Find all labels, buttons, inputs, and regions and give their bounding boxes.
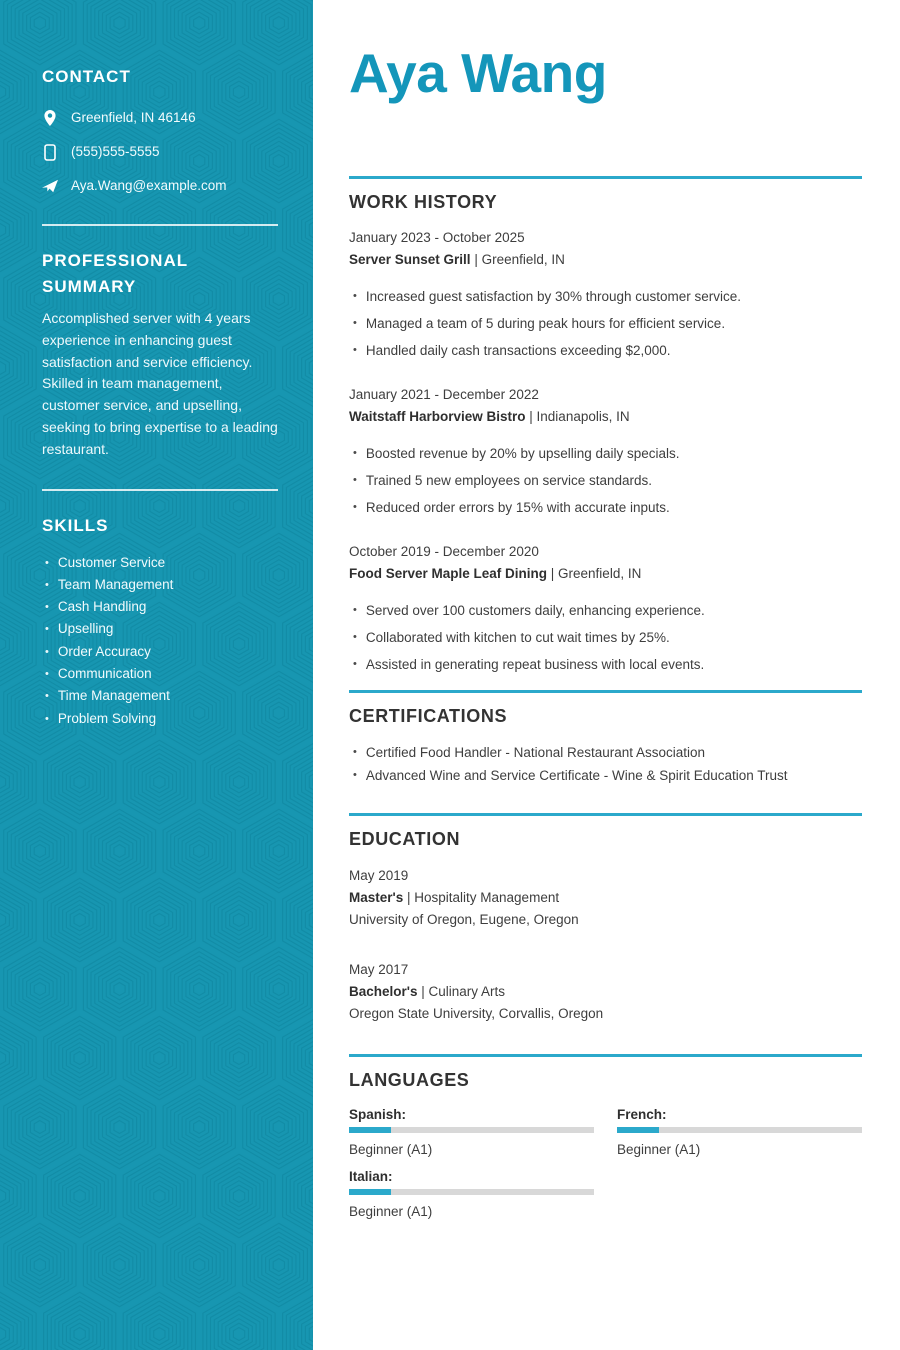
jobs-container — [349, 227, 862, 678]
contact-item — [42, 142, 278, 162]
phone-icon — [42, 144, 58, 161]
contact-text: (555)555-5555 — [71, 144, 160, 159]
summary-text: Accomplished server with 4 years experience in enhancing guest satisfaction and service efficiency. Skilled in team management, customer service, and upselling, seeking to bring expertise to a leading restaurant. — [42, 310, 278, 457]
contact-item — [42, 108, 278, 128]
skill-item: • Upselling — [42, 618, 278, 640]
language-progress-fill — [349, 1127, 391, 1133]
job-title-line — [349, 249, 862, 271]
job-location: | Greenfield, IN — [547, 566, 642, 581]
job-title: Waitstaff Harborview Bistro — [349, 409, 526, 424]
job-dates: October 2019 - December 2020 — [349, 544, 539, 559]
language-name: Spanish: — [349, 1107, 407, 1122]
education-entry — [349, 959, 862, 1025]
job-entry — [349, 541, 862, 678]
education-date: May 2019 — [349, 868, 409, 883]
job-bullet: • Increased guest satisfaction by 30% through customer service. — [349, 283, 862, 310]
education-school: University of Oregon, Eugene, Oregon — [349, 912, 579, 927]
language-level: Beginner (A1) — [617, 1142, 701, 1157]
languages-heading: LANGUAGES — [349, 1070, 470, 1090]
language-name: Italian: — [349, 1169, 393, 1184]
skill-item: • Customer Service — [42, 552, 278, 574]
contact-text: Greenfield, IN 46146 — [71, 110, 196, 125]
language-name: French: — [617, 1107, 667, 1122]
education-degree: Bachelor's — [349, 984, 418, 999]
candidate-name: Aya Wang — [349, 42, 607, 104]
job-dates: January 2021 - December 2022 — [349, 387, 539, 402]
job-bullet: • Reduced order errors by 15% with accurate inputs. — [349, 494, 862, 521]
job-dates: January 2023 - October 2025 — [349, 230, 525, 245]
education-degree-line — [349, 887, 862, 909]
job-bullet: • Handled daily cash transactions exceeding $2,000. — [349, 337, 862, 364]
education-container — [349, 865, 862, 1025]
section-divider — [349, 690, 862, 693]
certifications-heading: CERTIFICATIONS — [349, 706, 508, 726]
language-progress-track — [349, 1127, 594, 1133]
certification-item: • Certified Food Handler - National Restaurant Association — [349, 741, 862, 764]
contact-list — [42, 108, 278, 196]
job-title-line — [349, 563, 862, 585]
contact-text: Aya.Wang@example.com — [71, 178, 227, 193]
contact-item — [42, 176, 278, 196]
language-level: Beginner (A1) — [349, 1204, 433, 1219]
skill-item: • Order Accuracy — [42, 641, 278, 663]
job-location: | Greenfield, IN — [470, 252, 565, 267]
job-bullet: • Trained 5 new employees on service standards. — [349, 467, 862, 494]
sidebar-content — [0, 0, 313, 730]
location-icon — [42, 110, 58, 126]
job-bullet: • Managed a team of 5 during peak hours for efficient service. — [349, 310, 862, 337]
language-progress-fill — [349, 1189, 391, 1195]
education-section — [349, 813, 862, 1025]
education-field: | Culinary Arts — [417, 984, 506, 999]
language-progress-fill — [617, 1127, 659, 1133]
language-progress-track — [617, 1127, 862, 1133]
work-history-section — [349, 176, 862, 678]
job-title-line — [349, 406, 862, 428]
education-entry — [349, 865, 862, 931]
certifications-section — [349, 690, 862, 787]
job-title: Food Server Maple Leaf Dining — [349, 566, 548, 581]
education-field: | Hospitality Management — [403, 890, 560, 905]
job-bullet: • Boosted revenue by 20% by upselling daily specials. — [349, 440, 862, 467]
skill-item: • Problem Solving — [42, 708, 278, 730]
education-school: Oregon State University, Corvallis, Oregon — [349, 1006, 604, 1021]
section-divider — [349, 1054, 862, 1057]
education-degree: Master's — [349, 890, 404, 905]
education-date: May 2017 — [349, 962, 409, 977]
job-bullets — [349, 597, 862, 678]
skill-item: • Cash Handling — [42, 596, 278, 618]
contact-heading: CONTACT — [42, 67, 131, 86]
skills-heading: SKILLS — [42, 515, 109, 535]
sidebar-divider — [42, 224, 278, 226]
languages-grid — [349, 1105, 862, 1221]
certification-item: • Advanced Wine and Service Certificate - Wine & Spirit Education Trust — [349, 764, 862, 787]
job-bullets — [349, 440, 862, 521]
education-heading: EDUCATION — [349, 829, 461, 849]
language-entry — [617, 1105, 862, 1159]
job-bullet: • Served over 100 customers daily, enhancing experience. — [349, 597, 862, 624]
certifications-list — [349, 741, 862, 787]
section-divider — [349, 176, 862, 179]
sidebar — [0, 0, 313, 1350]
language-entry — [349, 1167, 594, 1221]
skills-list — [42, 552, 278, 730]
language-progress-track — [349, 1189, 594, 1195]
job-title: Server Sunset Grill — [349, 252, 471, 267]
job-bullet: • Collaborated with kitchen to cut wait times by 25%. — [349, 624, 862, 651]
education-degree-line — [349, 981, 862, 1003]
job-bullet: • Assisted in generating repeat business with local events. — [349, 651, 862, 678]
job-entry — [349, 384, 862, 521]
skill-item: • Communication — [42, 663, 278, 685]
skill-item: • Team Management — [42, 574, 278, 596]
job-bullets — [349, 283, 862, 364]
language-level: Beginner (A1) — [349, 1142, 433, 1157]
resume-main — [349, 0, 862, 1221]
section-divider — [349, 813, 862, 816]
skill-item: • Time Management — [42, 685, 278, 707]
summary-heading: PROFESSIONAL SUMMARY — [42, 251, 188, 296]
languages-section — [349, 1054, 862, 1221]
sidebar-divider — [42, 489, 278, 491]
job-entry — [349, 227, 862, 364]
send-icon — [42, 179, 58, 193]
work-history-heading: WORK HISTORY — [349, 192, 498, 212]
language-entry — [349, 1105, 594, 1159]
job-location: | Indianapolis, IN — [525, 409, 630, 424]
